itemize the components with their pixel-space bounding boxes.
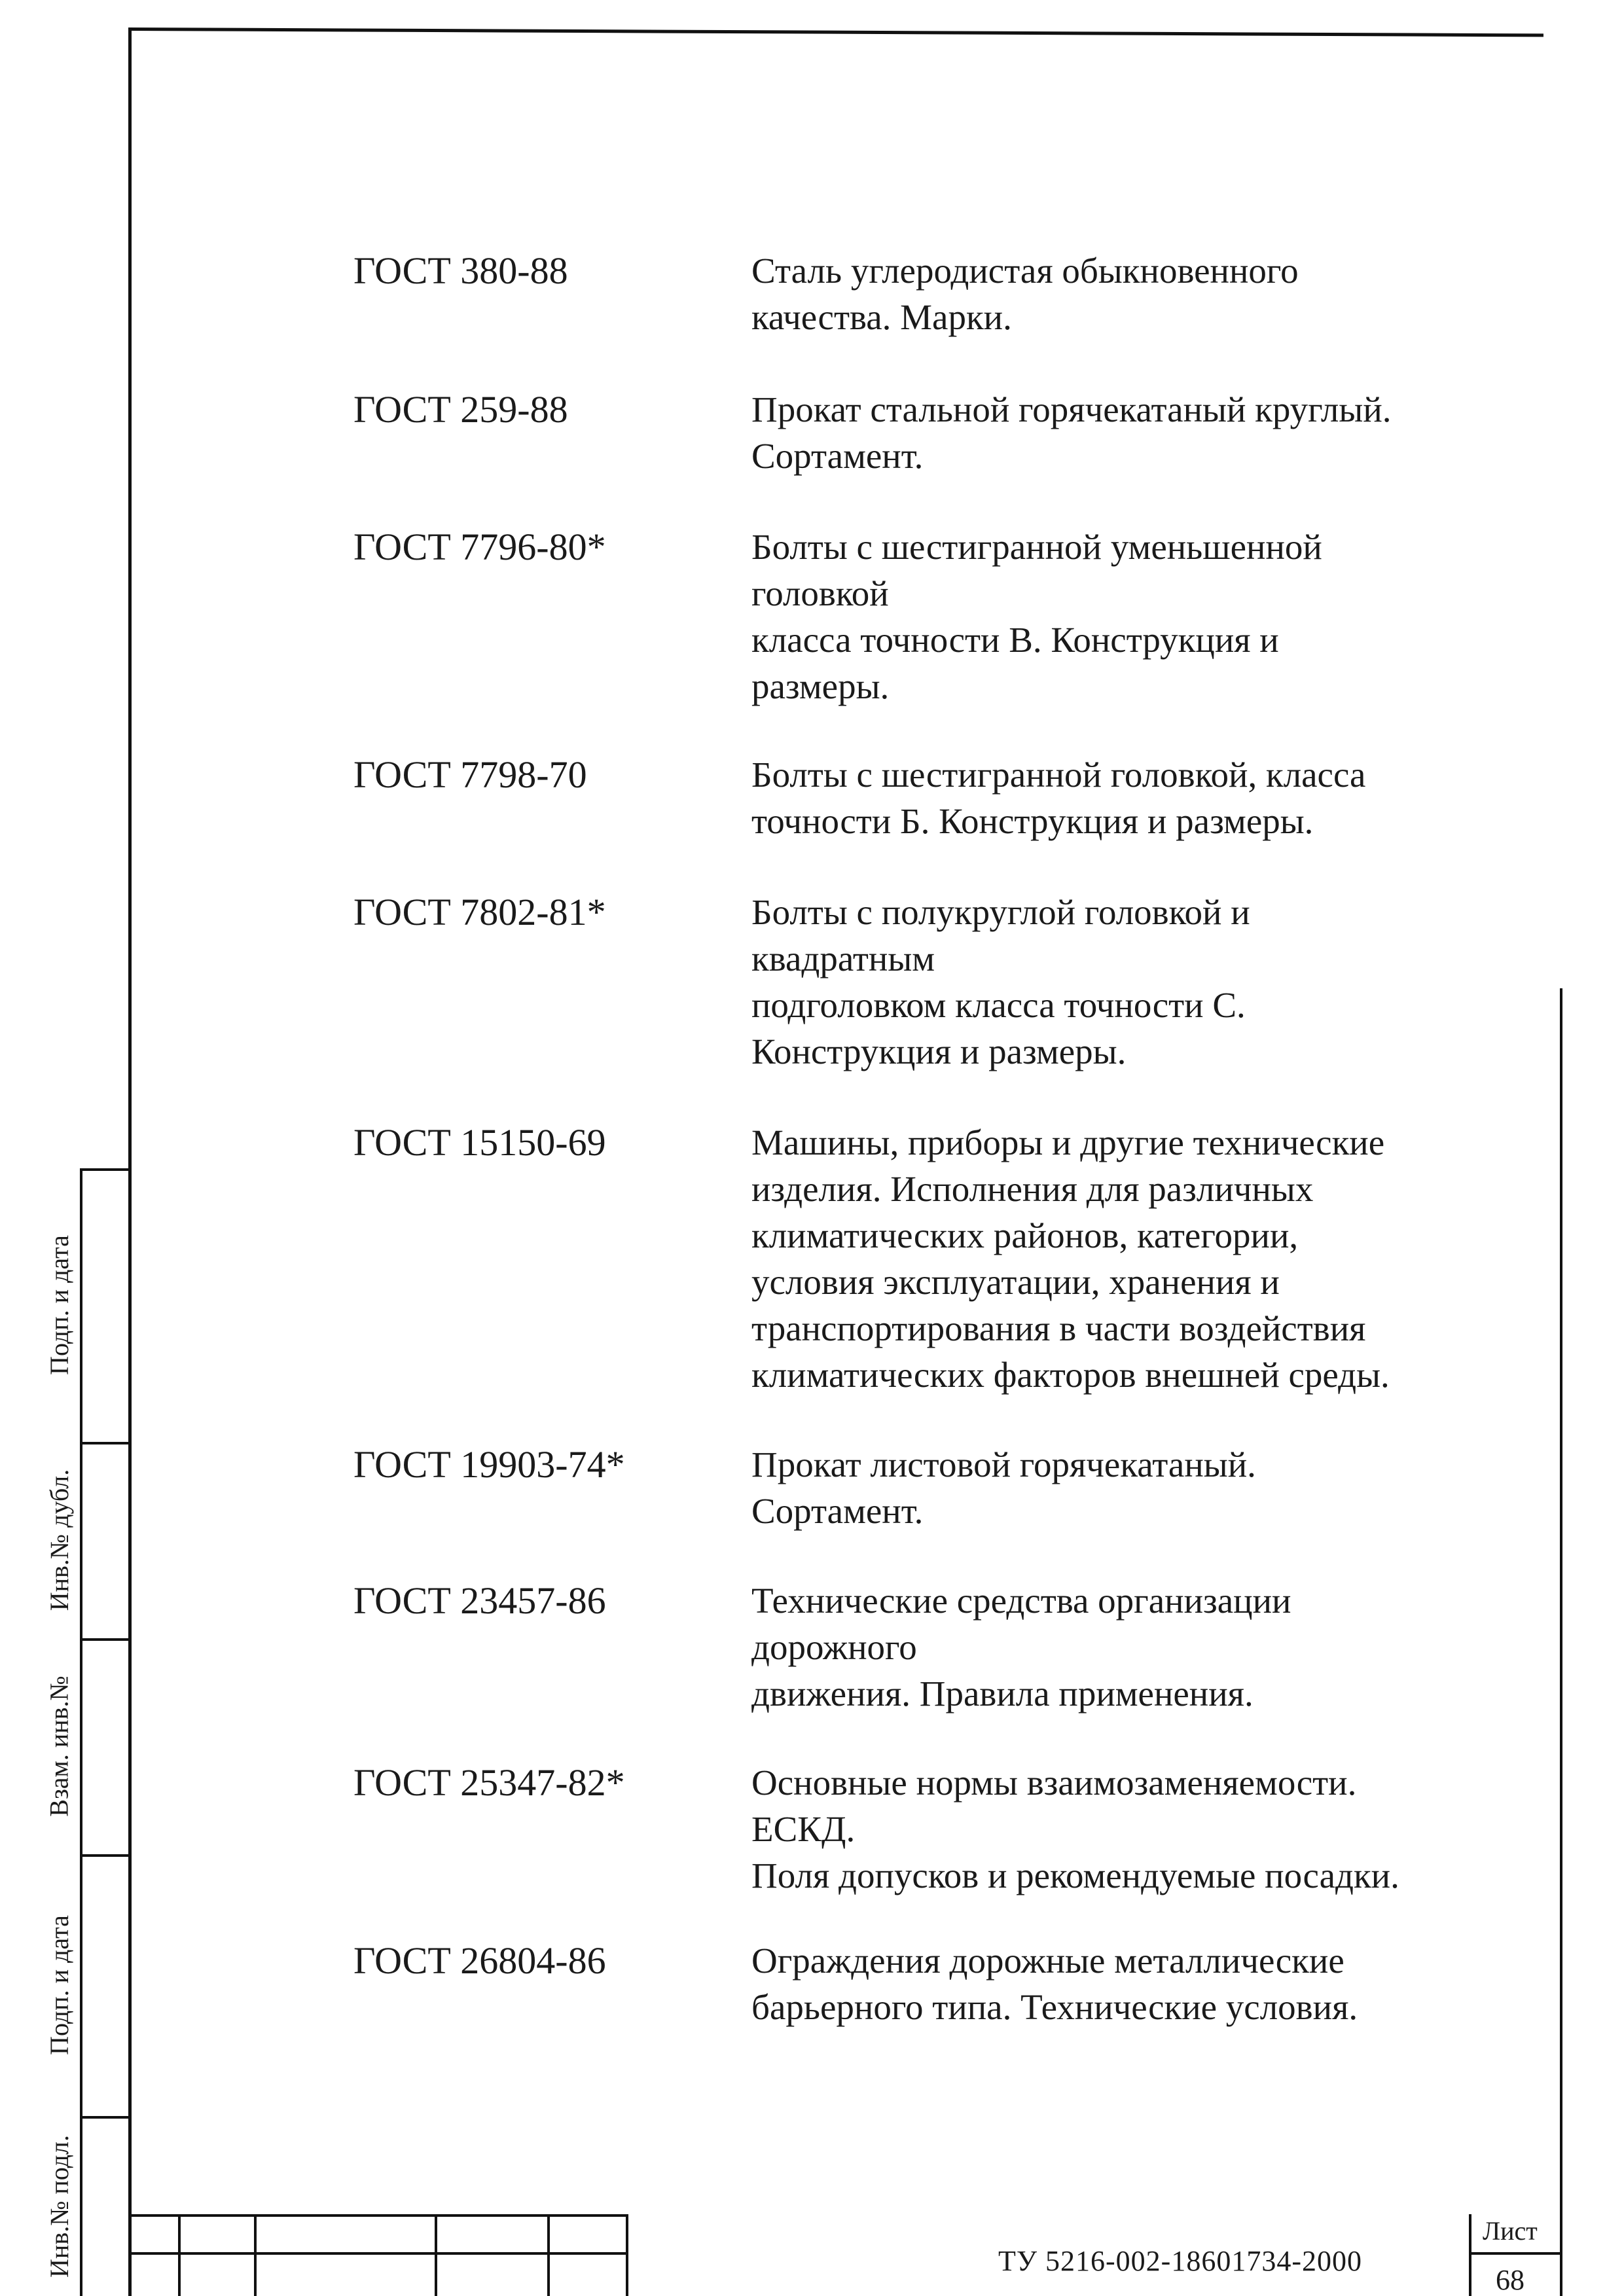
side-stamp-divider [80, 1638, 128, 1641]
title-block-line [626, 2214, 628, 2296]
description-line: движения. Правила применения. [751, 1674, 1254, 1713]
standard-description [751, 1759, 1537, 1899]
standard-code: ГОСТ 19903-74* [353, 1443, 625, 1486]
description-line: квадратным [751, 939, 935, 978]
side-stamp-divider [80, 2116, 128, 2119]
standard-description [751, 1119, 1537, 1398]
title-block-line [178, 2214, 181, 2296]
description-line: барьерного типа. Технические условия. [751, 1987, 1358, 2027]
side-stamp-divider [80, 1168, 128, 1171]
description-line: Конструкция и размеры. [751, 1031, 1127, 1071]
standard-code: ГОСТ 15150-69 [353, 1121, 606, 1164]
side-stamp [39, 1168, 128, 2296]
standard-description [751, 247, 1537, 340]
side-label-dup-inventory: Инв.№ дубл. [45, 1469, 75, 1611]
side-label-sign-date-2: Подп. и дата [45, 1915, 75, 2055]
title-block-line [1469, 2214, 1471, 2296]
side-stamp-divider [80, 1854, 128, 1857]
sheet-number: 68 [1496, 2264, 1525, 2296]
description-line: Сортамент. [751, 1491, 924, 1531]
standard-description [751, 524, 1537, 709]
description-line: условия эксплуатации, хранения и [751, 1262, 1280, 1302]
side-label-original-inventory: Инв.№ подл. [45, 2134, 75, 2278]
description-line: Сталь углеродистая обыкновенного [751, 251, 1299, 291]
sheet-label: Лист [1483, 2216, 1538, 2246]
standard-code: ГОСТ 23457-86 [353, 1579, 606, 1622]
standard-code: ГОСТ 7798-70 [353, 753, 587, 796]
description-line: дорожного [751, 1627, 917, 1667]
standard-code: ГОСТ 380-88 [353, 249, 568, 292]
title-block-line [130, 2252, 627, 2255]
standard-code: ГОСТ 25347-82* [353, 1761, 625, 1804]
standard-description [751, 386, 1537, 479]
description-line: подголовком класса точности С. [751, 985, 1246, 1025]
description-line: Прокат листовой горячекатаный. [751, 1444, 1256, 1484]
description-line: климатических районов, категории, [751, 1215, 1299, 1255]
description-line: Болты с шестигранной головкой, класса [751, 755, 1366, 795]
title-block-line [130, 2214, 627, 2217]
side-label-replace-inventory: Взам. инв.№ [45, 1676, 75, 1817]
description-line: класса точности В. Конструкция и [751, 620, 1279, 660]
standard-code: ГОСТ 259-88 [353, 388, 568, 431]
side-label-sign-date: Подп. и дата [45, 1235, 75, 1375]
description-line: точности Б. Конструкция и размеры. [751, 801, 1314, 841]
description-line: Ограждения дорожные металлические [751, 1941, 1344, 1981]
title-block-line [435, 2214, 437, 2296]
description-line: качества. Марки. [751, 297, 1012, 337]
standard-code: ГОСТ 7802-81* [353, 891, 606, 933]
standard-description [751, 1441, 1537, 1534]
title-block-line [1469, 2252, 1561, 2255]
description-line: Сортамент. [751, 436, 924, 476]
description-line: Машины, приборы и другие технические [751, 1122, 1385, 1162]
side-stamp-line [80, 1168, 82, 2296]
description-line: Основные нормы взаимозаменяемости. [751, 1763, 1357, 1803]
description-line: Прокат стальной горячекатаный круглый. [751, 389, 1392, 429]
description-line: Болты с полукруглой головкой и [751, 892, 1250, 932]
description-line: размеры. [751, 666, 890, 706]
description-line: изделия. Исполнения для различных [751, 1169, 1314, 1209]
description-line: климатических факторов внешней среды. [751, 1355, 1390, 1395]
standard-code: ГОСТ 26804-86 [353, 1939, 606, 1982]
standard-description [751, 751, 1537, 844]
description-line: транспортирования в части воздействия [751, 1308, 1366, 1348]
document-code: ТУ 5216-002-18601734-2000 [998, 2245, 1362, 2277]
description-line: головкой [751, 573, 889, 613]
description-line: ЕСКД. [751, 1809, 856, 1849]
description-line: Технические средства организации [751, 1581, 1291, 1621]
standard-description [751, 1577, 1537, 1717]
side-stamp-divider [80, 1442, 128, 1444]
title-block-line [547, 2214, 550, 2296]
description-line: Болты с шестигранной уменьшенной [751, 527, 1322, 567]
description-line: Поля допусков и рекомендуемые посадки. [751, 1856, 1399, 1895]
standard-code: ГОСТ 7796-80* [353, 526, 606, 568]
standard-description [751, 889, 1537, 1075]
standard-description [751, 1937, 1537, 2030]
title-block-line [254, 2214, 257, 2296]
